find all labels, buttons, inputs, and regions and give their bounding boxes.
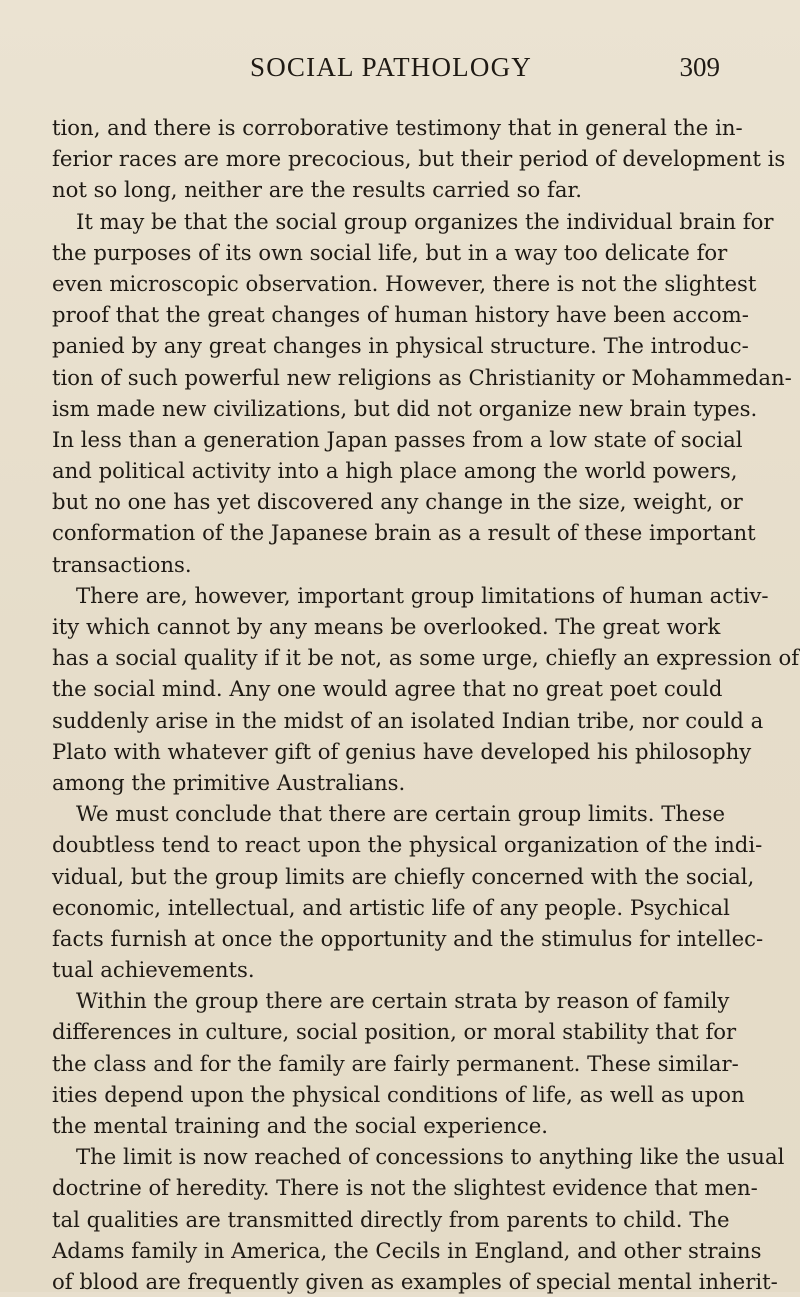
- text-line: ities depend upon the physical conditions of life, as well as upon: [52, 1081, 745, 1107]
- text-line: There are, however, important group limitations of human activ-: [76, 582, 769, 608]
- text-line: the mental training and the social experience.: [52, 1113, 549, 1138]
- text-line: ism made new civilizations, but did not organize new brain types.: [52, 395, 758, 421]
- text-line: panied by any great changes in physical structure. The introduc-: [52, 333, 749, 359]
- text-line: tion of such powerful new religions as Christianity or Mohammedan-: [52, 364, 792, 390]
- text-line: even microscopic observation. However, there is not the slightest: [52, 270, 757, 296]
- text-line: differences in culture, social position, or moral stability that for: [52, 1019, 737, 1045]
- text-line: The limit is now reached of concessions to anything like the usual: [76, 1144, 785, 1170]
- text-line: proof that the great changes of human history have been accom-: [52, 302, 749, 328]
- text-line: facts furnish at once the opportunity and the stimulus for intellec-: [52, 925, 764, 951]
- text-line: but no one has yet discovered any change in the size, weight, or: [52, 489, 743, 515]
- text-line: In less than a generation Japan passes from a low state of social: [52, 426, 743, 452]
- text-line: and political activity into a high place among the world powers,: [52, 458, 738, 484]
- text-line: has a social quality if it be not, as some urge, chiefly an expression of: [52, 645, 800, 671]
- text-line: tual achievements.: [52, 957, 255, 983]
- text-line: transactions.: [52, 551, 192, 577]
- text-line: the purposes of its own social life, but in a way too delicate for: [52, 239, 728, 265]
- text-line: economic, intellectual, and artistic life of any people. Psychical: [52, 894, 730, 920]
- text-line: suddenly arise in the midst of an isolated Indian tribe, nor could a: [52, 707, 764, 733]
- text-line: We must conclude that there are certain group limits. These: [76, 801, 725, 827]
- text-line: doubtless tend to react upon the physical organization of the indi-: [52, 832, 763, 858]
- text-line: of blood are frequently given as examples of special mental inherit-: [52, 1268, 778, 1294]
- text-line: among the primitive Australians.: [52, 769, 406, 795]
- text-line: the class and for the family are fairly permanent. These similar-: [52, 1050, 739, 1076]
- text-line: conformation of the Japanese brain as a result of these important: [52, 520, 756, 546]
- text-line: not so long, neither are the results carried so far.: [52, 177, 583, 203]
- text-line: the social mind. Any one would agree that no great poet could: [52, 676, 723, 702]
- body-text: [52, 112, 800, 1297]
- text-line: It may be that the social group organizes the individual brain for: [76, 208, 774, 234]
- text-line: tion, and there is corroborative testimony that in general the in-: [52, 115, 743, 140]
- running-head: SOCIAL PATHOLOGY: [250, 52, 532, 82]
- page-number: 309: [679, 52, 720, 82]
- text-line: Plato with whatever gift of genius have developed his philosophy: [52, 738, 752, 764]
- text-line: Adams family in America, the Cecils in England, and other strains: [52, 1237, 762, 1263]
- text-line: vidual, but the group limits are chiefly concerned with the social,: [52, 863, 755, 889]
- text-line: Within the group there are certain strata by reason of family: [76, 988, 730, 1014]
- text-line: doctrine of heredity. There is not the slightest evidence that men-: [52, 1175, 758, 1201]
- text-line: ferior races are more precocious, but their period of development is: [52, 146, 786, 172]
- text-line: ity which cannot by any means be overlooked. The great work: [52, 614, 721, 639]
- page-header: [250, 52, 720, 92]
- text-line: tal qualities are transmitted directly from parents to child. The: [52, 1206, 730, 1232]
